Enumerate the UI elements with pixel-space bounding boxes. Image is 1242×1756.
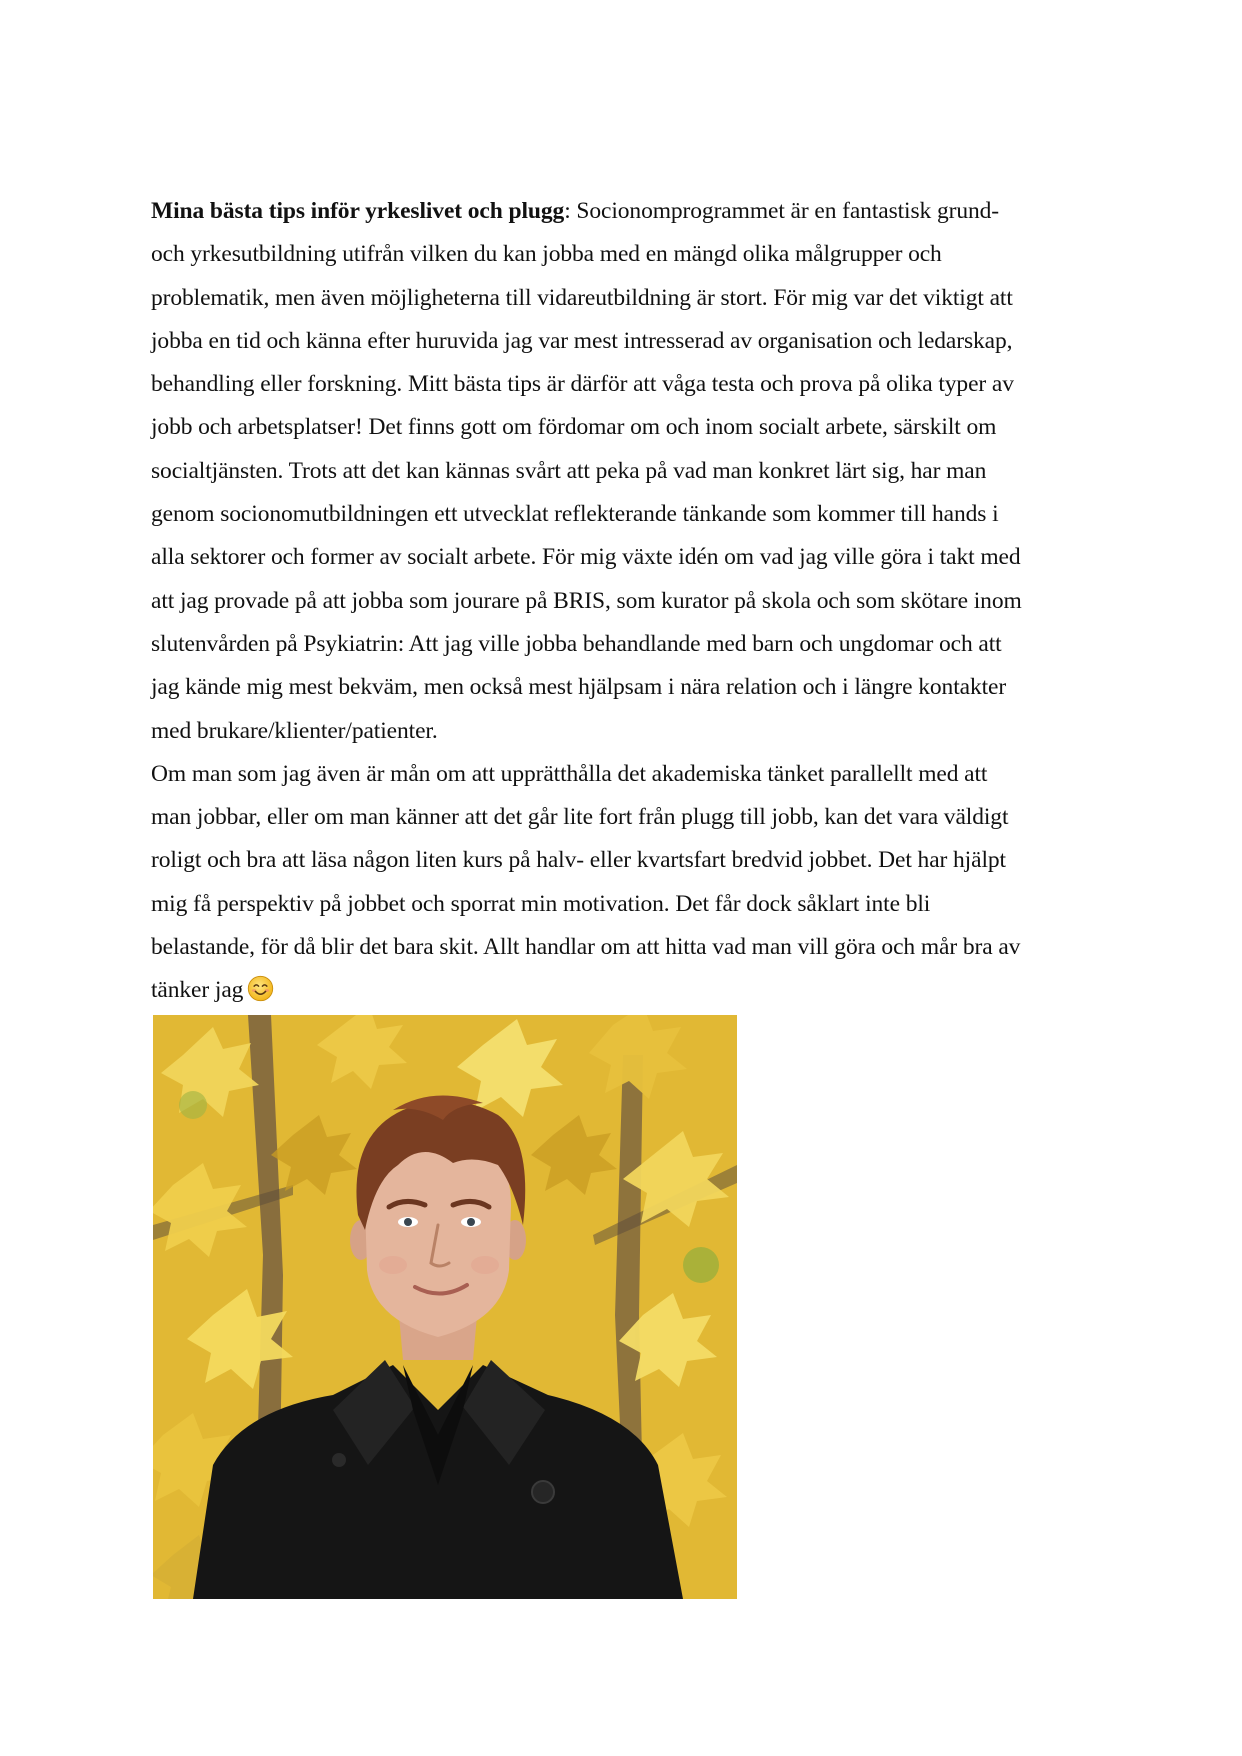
text-line: jobba en tid och känna efter huruvida jag var mest intresserad av organisation och ledarskap, xyxy=(151,327,1013,354)
closing-text: tänker jag xyxy=(151,977,244,1004)
text-line xyxy=(151,190,1101,233)
text-line: jag kände mig mest bekväm, men också mest hjälpsam i nära relation och i längre kontakter xyxy=(151,674,1007,701)
article-body xyxy=(151,190,1101,1013)
text-line: mig få perspektiv på jobbet och sporrat min motivation. Det får dock såklart inte bli xyxy=(151,890,931,917)
portrait-illustration xyxy=(153,1015,737,1599)
text-line: man jobbar, eller om man känner att det går lite fort från plugg till jobb, kan det vara väldigt xyxy=(151,804,1009,831)
text-line: och yrkesutbildning utifrån vilken du kan jobba med en mängd olika målgrupper och xyxy=(151,241,942,268)
text-line: med brukare/klienter/patienter. xyxy=(151,717,438,744)
text-line: socialtjänsten. Trots att det kan kännas svårt att peka på vad man konkret lärt sig, har man xyxy=(151,457,987,484)
heading-colon: : xyxy=(564,198,571,224)
paragraph-text: Socionomprogrammet är en fantastisk grund- xyxy=(570,198,1000,224)
text-line: belastande, för då blir det bara skit. Allt handlar om att hitta vad man vill göra och mår bra av xyxy=(151,934,1021,961)
text-line: roligt och bra att läsa någon liten kurs på halv- eller kvartsfart bredvid jobbet. Det har hjälpt xyxy=(151,847,1006,874)
smiling-face-emoji-icon xyxy=(247,975,274,1002)
text-line: att jag provade på att jobba som jourare på BRIS, som kurator på skola och som skötare inom xyxy=(151,587,1022,614)
text-line: jobb och arbetsplatser! Det finns gott om fördomar om och inom socialt arbete, särskilt om xyxy=(151,414,997,441)
text-line: behandling eller forskning. Mitt bästa tips är därför att våga testa och prova på olika typer av xyxy=(151,371,1014,398)
article-heading: Mina bästa tips inför yrkeslivet och plugg xyxy=(151,198,565,224)
portrait-photo xyxy=(153,1015,737,1599)
text-line: genom socionomutbildningen ett utvecklat reflekterande tänkande som kommer till hands i xyxy=(151,501,999,528)
text-line: problematik, men även möjligheterna till vidareutbildning är stort. För mig var det viktigt att xyxy=(151,284,1013,311)
text-line: Om man som jag även är mån om att upprätthålla det akademiska tänket parallellt med att xyxy=(151,760,988,787)
text-line xyxy=(151,969,1101,1012)
text-line: slutenvården på Psykiatrin: Att jag ville jobba behandlande med barn och ungdomar och att xyxy=(151,630,1002,657)
text-line: alla sektorer och former av socialt arbete. För mig växte idén om vad jag ville göra i takt med xyxy=(151,544,1021,571)
